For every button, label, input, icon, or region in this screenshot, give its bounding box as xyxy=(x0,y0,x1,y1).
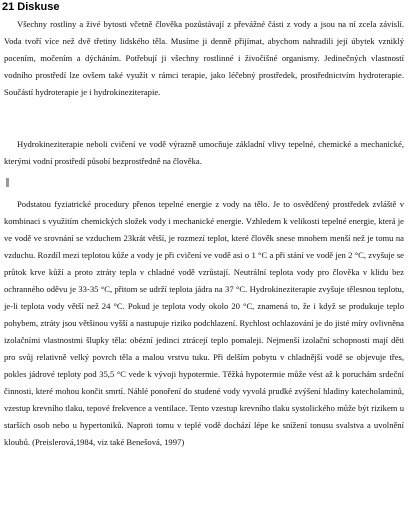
paragraph-intro: Všechny rostliny a živé bytosti včetně člověka pozůstávají z převážné části z vody a jsou na ní zcela závislí. Voda tvoří více než dvě třetiny lidského těla. Musíme ji denně přijímat, abychom nahradili její úbytek vzniklý pocením, močením a dýcháním. Potřebují ji všechny rostlinné i živočišné organismy. Jedinečných vlastností vodního prostředí lze ovšem také využít v rámci terapie, jako léčebný prostředek, prostřednictvím hydroterapie. Součástí hydroterapie je i hydrokineziterapie. xyxy=(4,19,404,97)
section-heading: 21 Diskuse xyxy=(2,1,60,13)
paragraph-thermal-effects: Podstatou fyziatrické procedury přenos tepelné energie z vody na tělo. Je to osvědčený prostředek zvláště v kombinaci s využitím chemických složek vody i mechanické energie. Vzhledem k velikosti tepelné energie, která je ve vodě ve srovnání se vzduchem 23krát větší, je rozmezí teplot, které člověk snese mnohem menší než je tomu na vzduchu. Rozdíl mezi teplotou kůže a vody je při cvičení ve vodě asi o 1 °C a při stání ve vodě jen 2 °C, zvyšuje se průtok krve kůží a proto ztráty tepla v chladné vodě vzrůstají. Neutrální teplota vody pro člověka v klidu bez ochranného oděvu je 33-35 °C, přitom se udrží teplota jádra na 37 °C. Hydrokineziterapie zvyšuje tělesnou teplotu, je-li teplota vody větší než 24 °C. Pokud je teplota vody okolo 20 °C, znamená to, že i když se produkuje teplo pohybem, ztráty jsou většinou vyšší a nastupuje riziko podchlazení. Rychlost ochlazování je do jisté míry ovlivněna izolačními vlastnostmi šlupky těla: obézní jedinci ztrácejí teplo pomaleji. Nejmenší izolační schopnosti mají děti pro svůj relativně velký povrch těla a malou vrstvu tuku. Při delším pobytu v chladnější vodě se objevuje třes, pokles jádrové teploty pod 35,5 °C vede k vývoji hypotermie. Těžká hypotermie může vést až k poruchám srdeční činnosti, které mohou končit smrtí. Náhlé ponoření do studené vody vyvolá prudké zvýšení hladiny katecholaminů, vzestup krevního tlaku, tepové frekvence a ventilace. Tento vzestup krevního tlaku systolického může být rizikem u starších osob nebo u hypertoniků. Naproti tomu v teplé vodě dochází lépe ke snížení tonusu svalstva a uvolnění kloubů. (Preislerová,1984, viz také Benešová, 1997) xyxy=(4,199,404,447)
paragraph-hydrokineziterapie: Hydrokineziterapie neboli cvičení ve vodě výrazně umocňuje základní vlivy tepelné, chemické a mechanické, kterými vodní prostředí působí bezprostředně na člověka. xyxy=(4,139,404,166)
text-cursor-marker xyxy=(6,178,9,187)
